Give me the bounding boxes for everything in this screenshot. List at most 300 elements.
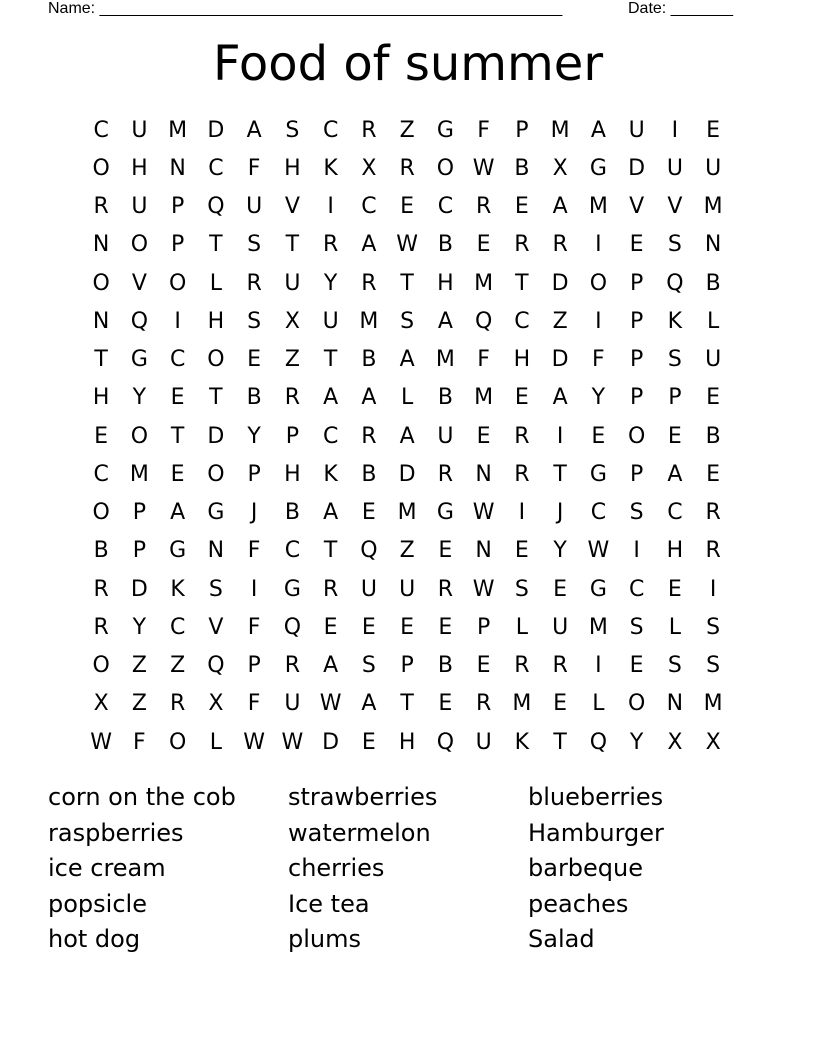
grid-letter: A <box>323 385 339 411</box>
grid-letter: E <box>361 729 376 755</box>
word-list-item: barbeque <box>528 854 644 882</box>
grid-letter: S <box>400 308 415 334</box>
grid-letter: D <box>551 347 569 373</box>
grid-letter: T <box>170 423 185 449</box>
grid-letter: F <box>247 538 261 564</box>
grid-letter: E <box>400 614 415 640</box>
grid-letter: T <box>323 538 338 564</box>
grid-letter: T <box>553 461 567 487</box>
grid-letter: L <box>209 270 222 296</box>
grid-letter: X <box>552 155 568 181</box>
word-list-item: Hamburger <box>528 818 664 847</box>
grid-letter: S <box>285 117 300 143</box>
grid-letter: O <box>436 155 455 181</box>
grid-letter: C <box>514 308 530 334</box>
grid-letter: M <box>588 194 608 220</box>
grid-letter: D <box>628 155 646 181</box>
grid-letter: R <box>514 461 530 487</box>
grid-letter: D <box>130 576 148 602</box>
grid-letter: K <box>170 576 185 602</box>
grid-letter: S <box>361 653 376 679</box>
grid-letter: J <box>556 500 564 526</box>
grid-letter: U <box>628 117 645 143</box>
grid-letter: F <box>247 155 261 181</box>
grid-letter: S <box>667 347 682 373</box>
grid-letter: Q <box>666 270 684 296</box>
grid-letter: H <box>92 385 110 411</box>
grid-letter: A <box>170 500 186 526</box>
grid-letter: T <box>553 729 567 755</box>
grid-letter: G <box>589 461 607 487</box>
grid-letter: L <box>706 308 720 334</box>
grid-letter: M <box>359 308 379 334</box>
grid-letter: S <box>667 653 682 679</box>
word-list-item: plums <box>288 925 361 953</box>
grid-letter: O <box>92 155 110 181</box>
grid-letter: G <box>436 500 454 526</box>
grid-letter: F <box>133 729 146 755</box>
grid-letter: E <box>667 576 682 602</box>
grid-letter: V <box>629 194 645 220</box>
grid-letter: C <box>322 117 339 143</box>
grid-letter: W <box>472 155 495 181</box>
grid-letter: E <box>553 691 568 717</box>
grid-letter: I <box>595 308 602 334</box>
grid-letter: U <box>322 308 339 334</box>
word-list-item: popsicle <box>48 889 147 918</box>
grid-letter: R <box>475 194 492 220</box>
grid-letter: R <box>552 653 568 679</box>
grid-letter: O <box>207 461 225 487</box>
grid-letter: I <box>250 576 258 602</box>
grid-letter: N <box>207 538 225 564</box>
grid-letter: E <box>514 194 529 220</box>
grid-letter: W <box>281 729 304 755</box>
grid-letter: U <box>246 194 263 220</box>
grid-letter: M <box>474 270 494 296</box>
grid-letter: Q <box>436 729 455 755</box>
grid-letter: B <box>284 500 300 526</box>
grid-letter: E <box>476 423 491 449</box>
grid-letter: E <box>170 385 185 411</box>
grid-letter: R <box>93 194 109 220</box>
grid-letter: G <box>589 155 607 181</box>
grid-letter: C <box>169 614 186 640</box>
grid-letter: Z <box>131 691 147 717</box>
grid-letter: E <box>706 117 721 143</box>
grid-letter: E <box>400 194 415 220</box>
grid-letter: N <box>92 232 110 258</box>
grid-letter: P <box>170 194 185 220</box>
grid-letter: X <box>705 729 721 755</box>
grid-letter: Q <box>589 729 608 755</box>
grid-letter: I <box>595 653 602 679</box>
grid-letter: Z <box>399 538 415 564</box>
grid-letter: C <box>284 538 301 564</box>
grid-letter: W <box>319 691 342 717</box>
grid-letter: E <box>629 232 644 258</box>
grid-letter: R <box>399 155 415 181</box>
grid-letter: K <box>323 461 338 487</box>
grid-letter: A <box>667 461 683 487</box>
grid-letter: Y <box>323 270 338 296</box>
grid-letter: K <box>323 155 338 181</box>
grid-letter: L <box>515 614 528 640</box>
word-list-item: raspberries <box>48 818 184 847</box>
grid-letter: A <box>552 194 568 220</box>
grid-letter: T <box>209 232 223 258</box>
grid-letter: R <box>514 232 530 258</box>
grid-letter: W <box>396 232 418 258</box>
grid-letter: U <box>705 155 722 181</box>
grid-letter: W <box>587 538 610 564</box>
grid-letter: A <box>361 691 377 717</box>
grid-letter: U <box>284 691 301 717</box>
grid-letter: X <box>667 729 683 755</box>
grid-letter: R <box>322 576 339 602</box>
grid-letter: B <box>246 385 262 411</box>
grid-letter: U <box>399 576 416 602</box>
grid-letter: C <box>93 117 109 143</box>
grid-letter: E <box>476 232 491 258</box>
grid-letter: M <box>168 117 188 143</box>
grid-letter: U <box>666 155 683 181</box>
grid-letter: A <box>590 117 606 143</box>
grid-letter: E <box>629 653 644 679</box>
grid-letter: D <box>322 729 340 755</box>
grid-letter: L <box>209 729 222 755</box>
grid-letter: R <box>552 232 568 258</box>
grid-letter: E <box>514 385 529 411</box>
grid-letter: W <box>90 729 112 755</box>
grid-letter: A <box>437 308 453 334</box>
grid-letter: O <box>207 347 225 373</box>
grid-letter: P <box>668 385 682 411</box>
date-field-line: Date: _______ <box>628 0 733 17</box>
grid-letter: H <box>284 155 301 181</box>
grid-letter: R <box>93 576 109 602</box>
grid-letter: E <box>514 538 529 564</box>
grid-letter: C <box>169 347 186 373</box>
grid-letter: K <box>514 729 530 755</box>
word-list-item: strawberries <box>288 783 438 811</box>
grid-letter: N <box>666 691 684 717</box>
grid-letter: P <box>629 308 644 334</box>
grid-letter: G <box>130 347 148 373</box>
grid-letter: O <box>130 423 149 449</box>
grid-letter: E <box>706 461 721 487</box>
grid-letter: O <box>168 270 187 296</box>
grid-letter: I <box>174 308 181 334</box>
grid-letter: B <box>437 232 453 258</box>
grid-letter: R <box>437 461 454 487</box>
word-list-item: Ice tea <box>288 889 370 918</box>
grid-letter: G <box>169 538 187 564</box>
grid-letter: Q <box>360 538 378 564</box>
grid-letter: H <box>513 347 531 373</box>
word-list-item: corn on the cob <box>48 783 236 811</box>
grid-letter: X <box>208 691 224 717</box>
grid-letter: P <box>629 270 644 296</box>
grid-letter: F <box>592 347 605 373</box>
grid-letter: M <box>435 347 455 373</box>
grid-letter: B <box>437 653 453 679</box>
grid-letter: I <box>556 423 564 449</box>
name-field-line: Name: ____________________________________________________ <box>48 0 563 17</box>
grid-letter: Y <box>553 538 567 564</box>
grid-letter: E <box>553 576 568 602</box>
grid-letter: T <box>515 270 529 296</box>
grid-letter: X <box>284 308 300 334</box>
word-list-item: watermelon <box>288 818 431 847</box>
grid-letter: E <box>706 385 721 411</box>
grid-letter: S <box>247 308 262 334</box>
grid-letter: R <box>246 270 262 296</box>
grid-letter: A <box>323 500 339 526</box>
grid-letter: Y <box>591 385 606 411</box>
grid-letter: H <box>666 538 684 564</box>
grid-letter: U <box>437 423 454 449</box>
grid-letter: B <box>705 270 721 296</box>
grid-letter: P <box>515 117 529 143</box>
grid-letter: I <box>709 576 717 602</box>
grid-letter: O <box>92 653 110 679</box>
word-list-item: ice cream <box>48 854 166 882</box>
grid-letter: U <box>705 347 722 373</box>
word-list-item: cherries <box>288 854 385 882</box>
grid-letter: T <box>94 347 108 373</box>
grid-letter: R <box>361 270 377 296</box>
grid-letter: E <box>94 423 109 449</box>
grid-letter: N <box>704 232 722 258</box>
grid-letter: C <box>208 155 224 181</box>
grid-letter: P <box>132 500 147 526</box>
grid-letter: U <box>475 729 492 755</box>
grid-letter: A <box>246 117 262 143</box>
word-list-item: hot dog <box>48 925 141 953</box>
grid-letter: I <box>595 232 602 258</box>
grid-letter: T <box>209 385 223 411</box>
grid-letter: P <box>629 461 644 487</box>
grid-letter: H <box>284 461 301 487</box>
grid-letter: U <box>360 576 377 602</box>
grid-letter: P <box>170 232 185 258</box>
grid-letter: R <box>705 538 721 564</box>
grid-letter: V <box>284 194 300 220</box>
grid-letter: P <box>629 385 644 411</box>
grid-letter: R <box>514 423 530 449</box>
grid-letter: V <box>208 614 224 640</box>
grid-letter: H <box>131 155 148 181</box>
grid-letter: V <box>667 194 683 220</box>
grid-letter: T <box>400 691 414 717</box>
grid-letter: O <box>168 729 187 755</box>
grid-letter: F <box>477 117 490 143</box>
grid-letter: C <box>437 194 454 220</box>
grid-letter: N <box>92 308 110 334</box>
grid-letter: Y <box>132 385 147 411</box>
grid-letter: E <box>170 461 185 487</box>
grid-letter: Z <box>284 347 300 373</box>
grid-letter: D <box>207 423 225 449</box>
grid-letter: M <box>703 691 723 717</box>
grid-letter: E <box>591 423 606 449</box>
grid-letter: G <box>207 500 225 526</box>
grid-letter: O <box>92 500 110 526</box>
grid-letter: E <box>438 614 453 640</box>
grid-letter: H <box>398 729 416 755</box>
grid-letter: O <box>627 691 646 717</box>
grid-letter: W <box>472 500 495 526</box>
grid-letter: P <box>247 653 261 679</box>
grid-letter: U <box>131 194 148 220</box>
grid-letter: Z <box>552 308 568 334</box>
word-list-item: peaches <box>528 889 629 918</box>
grid-letter: G <box>283 576 301 602</box>
grid-letter: Q <box>130 308 149 334</box>
grid-letter: B <box>93 538 109 564</box>
grid-letter: H <box>437 270 454 296</box>
grid-letter: S <box>667 232 682 258</box>
grid-letter: B <box>437 385 453 411</box>
grid-letter: S <box>706 614 721 640</box>
grid-letter: S <box>514 576 529 602</box>
grid-letter: L <box>668 614 681 640</box>
grid-letter: U <box>552 614 569 640</box>
grid-letter: W <box>243 729 265 755</box>
grid-letter: M <box>129 461 149 487</box>
grid-letter: Q <box>207 653 225 679</box>
grid-letter: E <box>247 347 262 373</box>
grid-letter: D <box>398 461 416 487</box>
grid-letter: Q <box>474 308 493 334</box>
page-title: Food of summer <box>212 36 604 92</box>
grid-letter: R <box>361 117 377 143</box>
grid-letter: P <box>400 653 414 679</box>
grid-letter: R <box>705 500 721 526</box>
grid-letter: Y <box>629 729 644 755</box>
grid-letter: P <box>476 614 491 640</box>
grid-letter: L <box>400 385 414 411</box>
grid-letter: B <box>361 461 377 487</box>
grid-letter: Z <box>399 117 415 143</box>
grid-letter: C <box>361 194 377 220</box>
grid-letter: E <box>323 614 338 640</box>
grid-letter: P <box>247 461 261 487</box>
grid-letter: S <box>208 576 223 602</box>
grid-letter: R <box>322 232 339 258</box>
grid-letter: K <box>667 308 683 334</box>
grid-letter: B <box>514 155 530 181</box>
grid-letter: I <box>671 117 679 143</box>
grid-letter: R <box>93 614 109 640</box>
word-list-item: Salad <box>528 925 595 953</box>
grid-letter: R <box>284 653 301 679</box>
grid-letter: F <box>477 347 490 373</box>
grid-letter: Z <box>170 653 186 679</box>
grid-letter: X <box>93 691 109 717</box>
grid-letter: B <box>361 347 377 373</box>
grid-letter: T <box>285 232 300 258</box>
grid-letter: I <box>633 538 640 564</box>
grid-letter: C <box>667 500 683 526</box>
grid-letter: S <box>629 614 644 640</box>
grid-letter: E <box>438 691 453 717</box>
word-search-grid <box>82 111 732 761</box>
grid-letter: M <box>512 691 532 717</box>
grid-letter: O <box>92 270 110 296</box>
grid-letter: I <box>518 500 526 526</box>
grid-letter: A <box>552 385 568 411</box>
grid-letter: O <box>589 270 608 296</box>
grid-letter: A <box>361 385 377 411</box>
grid-letter: U <box>284 270 301 296</box>
grid-letter: G <box>436 117 454 143</box>
grid-letter: R <box>514 653 530 679</box>
grid-letter: I <box>327 194 334 220</box>
grid-letter: H <box>207 308 225 334</box>
grid-letter: O <box>130 232 149 258</box>
grid-letter: X <box>361 155 377 181</box>
grid-letter: F <box>247 691 261 717</box>
grid-letter: F <box>247 614 261 640</box>
grid-letter: C <box>628 576 645 602</box>
grid-letter: T <box>323 347 338 373</box>
grid-letter: C <box>322 423 339 449</box>
grid-letter: V <box>131 270 147 296</box>
grid-letter: R <box>437 576 454 602</box>
grid-letter: M <box>474 385 494 411</box>
grid-letter: A <box>361 232 377 258</box>
grid-letter: B <box>705 423 721 449</box>
grid-letter: T <box>400 270 414 296</box>
grid-letter: M <box>588 614 608 640</box>
grid-letter: R <box>475 691 492 717</box>
grid-letter: Z <box>131 653 147 679</box>
grid-letter: D <box>207 117 225 143</box>
word-list <box>48 780 768 958</box>
grid-letter: S <box>247 232 262 258</box>
grid-letter: O <box>627 423 646 449</box>
grid-letter: M <box>397 500 417 526</box>
grid-letter: M <box>550 117 570 143</box>
word-list-item: blueberries <box>528 783 664 811</box>
grid-letter: N <box>169 155 186 181</box>
grid-letter: S <box>629 500 644 526</box>
grid-letter: D <box>551 270 569 296</box>
grid-letter: M <box>703 194 723 220</box>
grid-letter: E <box>361 500 376 526</box>
grid-letter: E <box>361 614 376 640</box>
grid-letter: U <box>131 117 148 143</box>
grid-letter: N <box>475 461 492 487</box>
grid-letter: Y <box>132 614 147 640</box>
grid-letter: P <box>132 538 147 564</box>
grid-letter: C <box>590 500 607 526</box>
grid-letter: E <box>438 538 453 564</box>
grid-letter: L <box>592 691 605 717</box>
grid-letter: R <box>361 423 377 449</box>
grid-letter: R <box>284 385 301 411</box>
grid-letter: G <box>589 576 607 602</box>
grid-letter: S <box>706 653 721 679</box>
grid-letter: W <box>472 576 495 602</box>
grid-letter: R <box>169 691 186 717</box>
grid-letter: Q <box>207 194 225 220</box>
grid-letter: Q <box>283 614 302 640</box>
grid-letter: E <box>667 423 682 449</box>
grid-letter: E <box>476 653 491 679</box>
